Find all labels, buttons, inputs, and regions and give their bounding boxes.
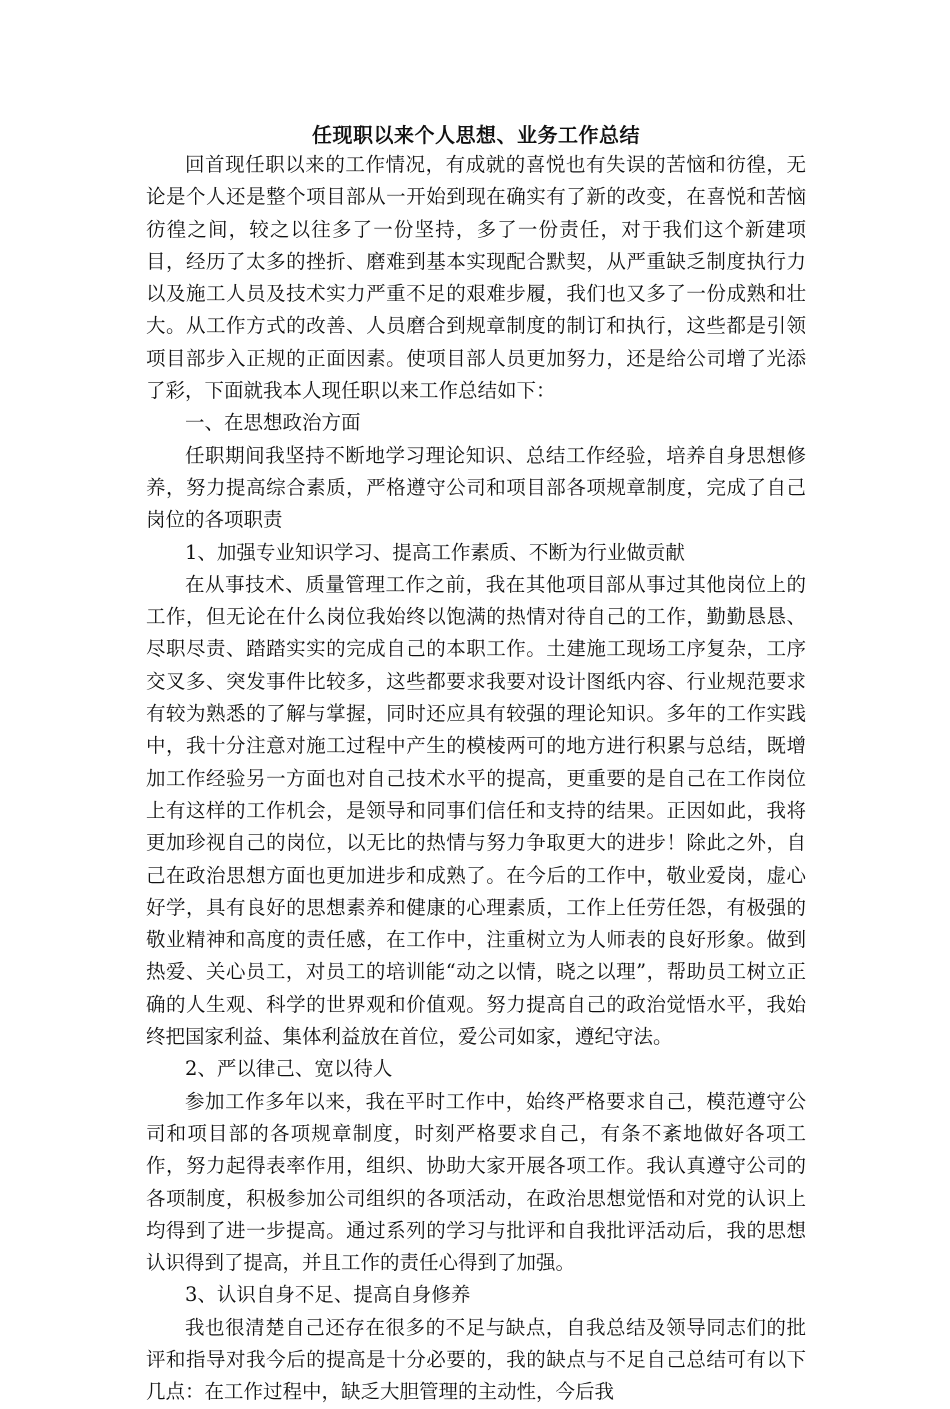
subheading-shortcomings: 3、认识自身不足、提高自身修养 — [185, 1283, 471, 1307]
professional-study-paragraph: 在从事技术、质量管理工作之前，我在其他项目部从事过其他岗位上的工作，但无论在什么岗位我始终以饱满的热情对待自己的工作，勤勤恳恳、尽职尽责、踏踏实实的完成自己的本职工作。土建施工现场工序复杂，工序交叉多、突发事件比较多，这些都要求我要对设计图纸内容、行业规范要求有较为熟悉的了解与掌握，同时还应具有较强的理论知识。多年的工作实践中，我十分注意对施工过程中产生的模棱两可的地方进行积累与总结，既增加工作经验另一方面也对自己技术水平的提高，更重要的是自己在工作岗位上有这样的工作机会，是领导和同事们信任和支持的结果。正因如此，我将更加珍视自己的岗位，以无比的热情与努力争取更大的进步！除此之外，自己在政治思想方面也更加进步和成熟了。在今后的工作中，敬业爱岗，虚心好学，具有良好的思想素养和健康的心理素质，工作上任劳任怨，有极强的敬业精神和高度的责任感，在工作中，注重树立为人师表的良好形象。做到热爱、关心员工，对员工的培训能“动之以情，晓之以理”，帮助员工树立正确的人生观、科学的世界观和价值观。努力提高自己的政治觉悟水平，我始终把国家利益、集体利益放在首位，爱公司如家，遵纪守法。 — [146, 572, 806, 1049]
subheading-self-discipline: 2、严以律己、宽以待人 — [185, 1057, 393, 1081]
section-heading-political: 一、在思想政治方面 — [185, 411, 361, 435]
subheading-professional-study: 1、加强专业知识学习、提高工作素质、不断为行业做贡献 — [185, 540, 685, 564]
document-page — [146, 118, 806, 1409]
document-title: 任现职以来个人思想、业务工作总结 — [312, 123, 640, 147]
self-discipline-paragraph: 参加工作多年以来，我在平时工作中，始终严格要求自己，模范遵守公司和项目部的各项规章制度，时刻严格要求自己，有条不紊地做好各项工作，努力起得表率作用，组织、协助大家开展各项工作。我认真遵守公司的各项制度，积极参加公司组织的各项活动，在政治思想觉悟和对党的认识上均得到了进一步提高。通过系列的学习与批评和自我批评活动后，我的思想认识得到了提高，并且工作的责任心得到了加强。 — [146, 1089, 806, 1275]
political-paragraph: 任职期间我坚持不断地学习理论知识、总结工作经验，培养自身思想修养，努力提高综合素质，严格遵守公司和项目部各项规章制度，完成了自己岗位的各项职责 — [146, 443, 806, 532]
shortcomings-paragraph: 我也很清楚自己还存在很多的不足与缺点，自我总结及领导同志们的批评和指导对我今后的提高是十分必要的，我的缺点与不足自己总结可有以下几点：在工作过程中，缺乏大胆管理的主动性，今后我 — [146, 1315, 806, 1404]
intro-paragraph: 回首现任职以来的工作情况，有成就的喜悦也有失误的苦恼和彷徨，无论是个人还是整个项目部从一开始到现在确实有了新的改变，在喜悦和苦恼彷徨之间，较之以往多了一份坚持，多了一份责任，对于我们这个新建项目，经历了太多的挫折、磨难到基本实现配合默契，从严重缺乏制度执行力以及施工人员及技术实力严重不足的艰难步履，我们也又多了一份成熟和壮大。从工作方式的改善、人员磨合到规章制度的制订和执行，这些都是引领项目部步入正规的正面因素。使项目部人员更加努力，还是给公司增了光添了彩，下面就我本人现任职以来工作总结如下： — [146, 153, 806, 403]
